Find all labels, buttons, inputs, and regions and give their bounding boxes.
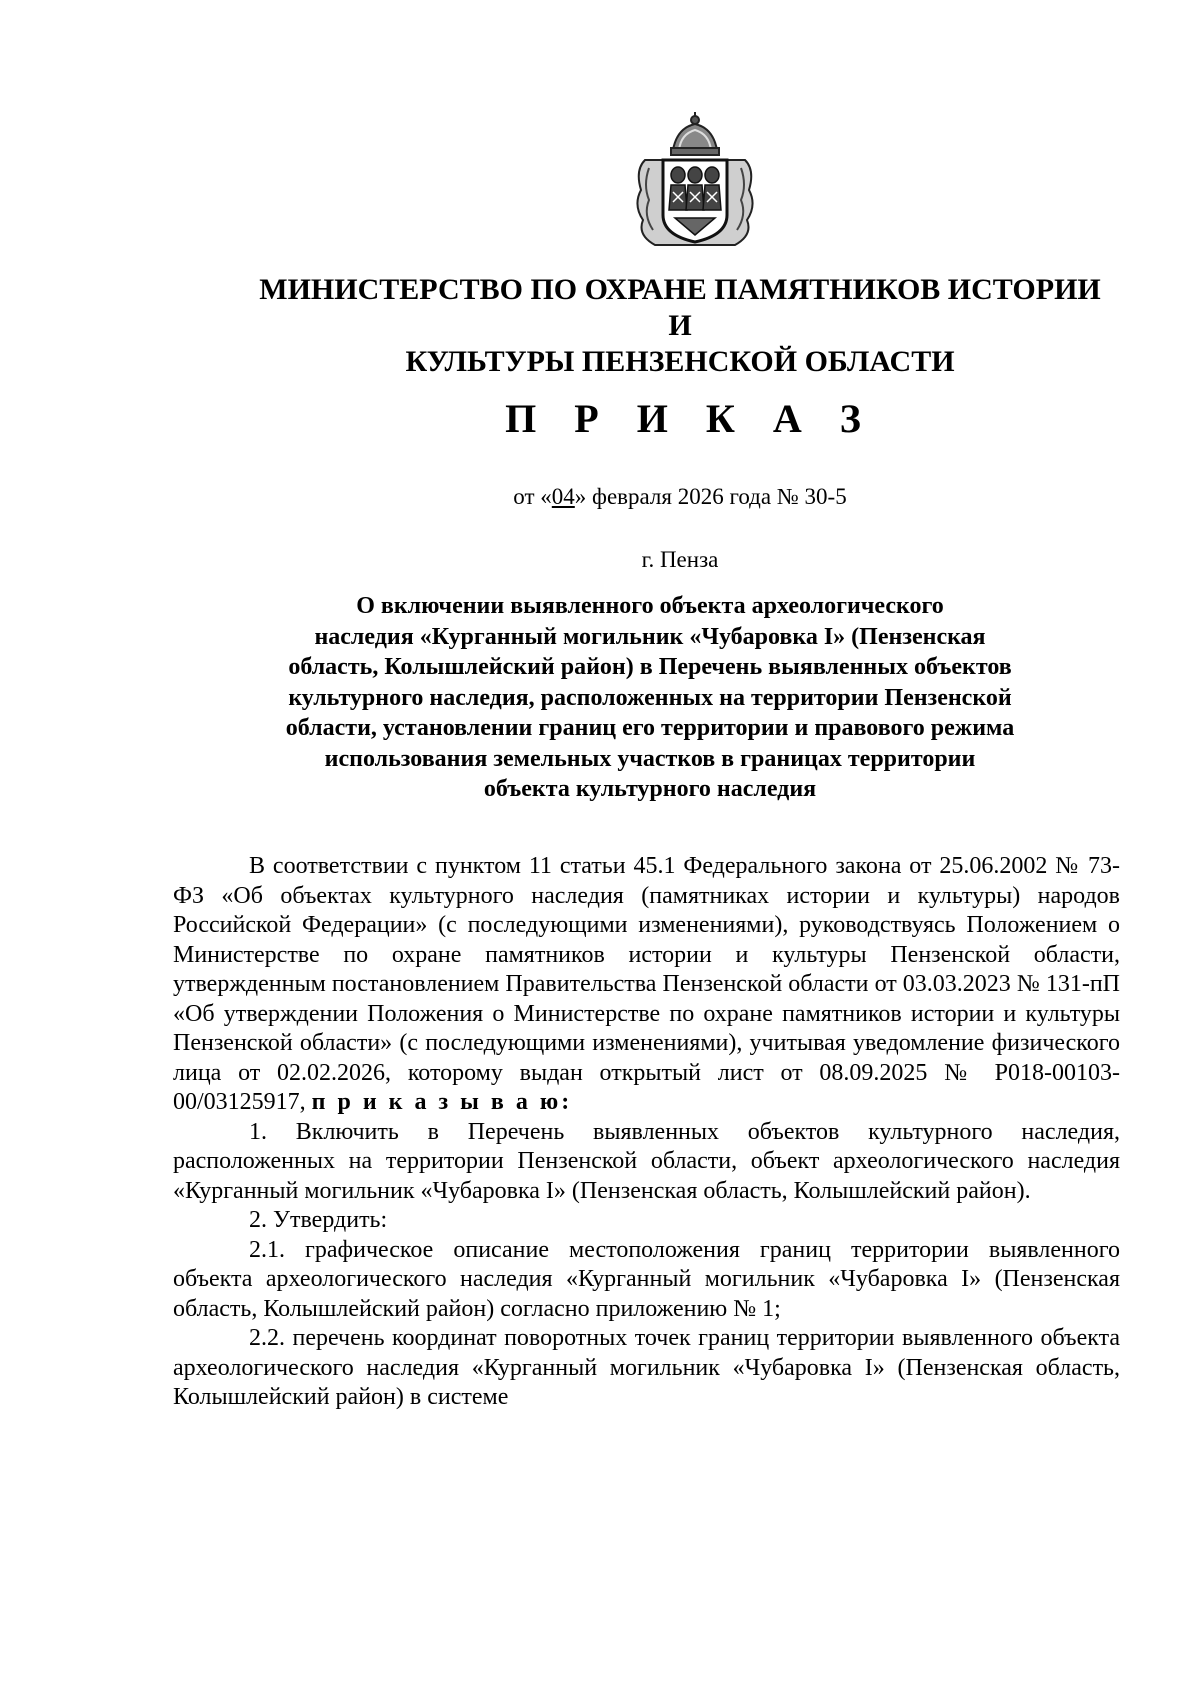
coat-of-arms-icon — [615, 110, 775, 260]
item-2: 2. Утвердить: — [249, 1207, 388, 1233]
preamble-text: В соответствии с пунктом 11 статьи 45.1 Федерального закона от 25.06.2002 № 73-ФЗ «Об объектах культурного наследия (памятниках истории и культуры) народов Российской Федерации» (с последующими изменениями), руководствуясь Положением о Министерстве по охране памятников истории и культуры Пензенской области, утвержденным постановлением Правительства Пензенской области от 03.03.2023 № 131-пП «Об утверждении Положения о Министерстве по охране памятников истории и культуры Пензенской области» (с последующими изменениями), учитывая уведомление физического лица от 02.02.2026, которому выдан открытый лист от 08.09.2025 № Р018-00103-00/03125917, — [173, 853, 1120, 1115]
order-body — [173, 852, 1120, 1413]
ministry-name-line1: МИНИСТЕРСТВО ПО ОХРАНЕ ПАМЯТНИКОВ ИСТОРИИ И — [259, 273, 1101, 342]
item-2-2: 2.2. перечень координат поворотных точек границ территории выявленного объекта археологического наследия «Курганный могильник «Чубаровка I» (Пензенская область, Колышлейский район) в системе — [173, 1325, 1120, 1410]
item-1: 1. Включить в Перечень выявленных объектов культурного наследия, расположенных на территории Пензенской области, объект археологического наследия «Курганный могильник «Чубаровка I» (Пензенская область, Колышлейский район). — [173, 1118, 1120, 1204]
preamble-paragraph — [173, 852, 1120, 1118]
subject-line: область, Колышлейский район) в Перечень выявленных объектов — [288, 654, 1012, 680]
city-name: г. Пенза — [641, 547, 719, 572]
order-date — [240, 481, 1120, 513]
date-day: 04 — [551, 484, 575, 509]
date-prefix: от « — [513, 484, 552, 509]
item-2-1: 2.1. графическое описание местоположения границ территории выявленного объекта археологического наследия «Курганный могильник «Чубаровка I» (Пензенская область, Колышлейский район) согласно приложению № 1; — [173, 1236, 1120, 1322]
order-word: п р и к а з ы в а ю: — [311, 1089, 573, 1115]
ministry-name-line2: КУЛЬТУРЫ ПЕНЗЕНСКОЙ ОБЛАСТИ — [405, 345, 955, 378]
subject-line: объекта культурного наследия — [483, 776, 817, 802]
document-title: П Р И К А З — [505, 396, 875, 441]
subject-line: использования земельных участков в границах территории — [324, 745, 976, 772]
ministry-name — [250, 272, 1110, 380]
date-suffix: » февраля 2026 года № 30-5 — [574, 484, 847, 509]
subject-line: области, установлении границ его территории и правового режима — [285, 715, 1015, 741]
order-subject — [175, 591, 1125, 805]
subject-line: О включении выявленного объекта археологического — [356, 593, 944, 619]
subject-line: культурного наследия, расположенных на территории Пензенской — [288, 684, 1012, 711]
subject-line: наследия «Курганный могильник «Чубаровка I» (Пензенская — [314, 623, 986, 650]
